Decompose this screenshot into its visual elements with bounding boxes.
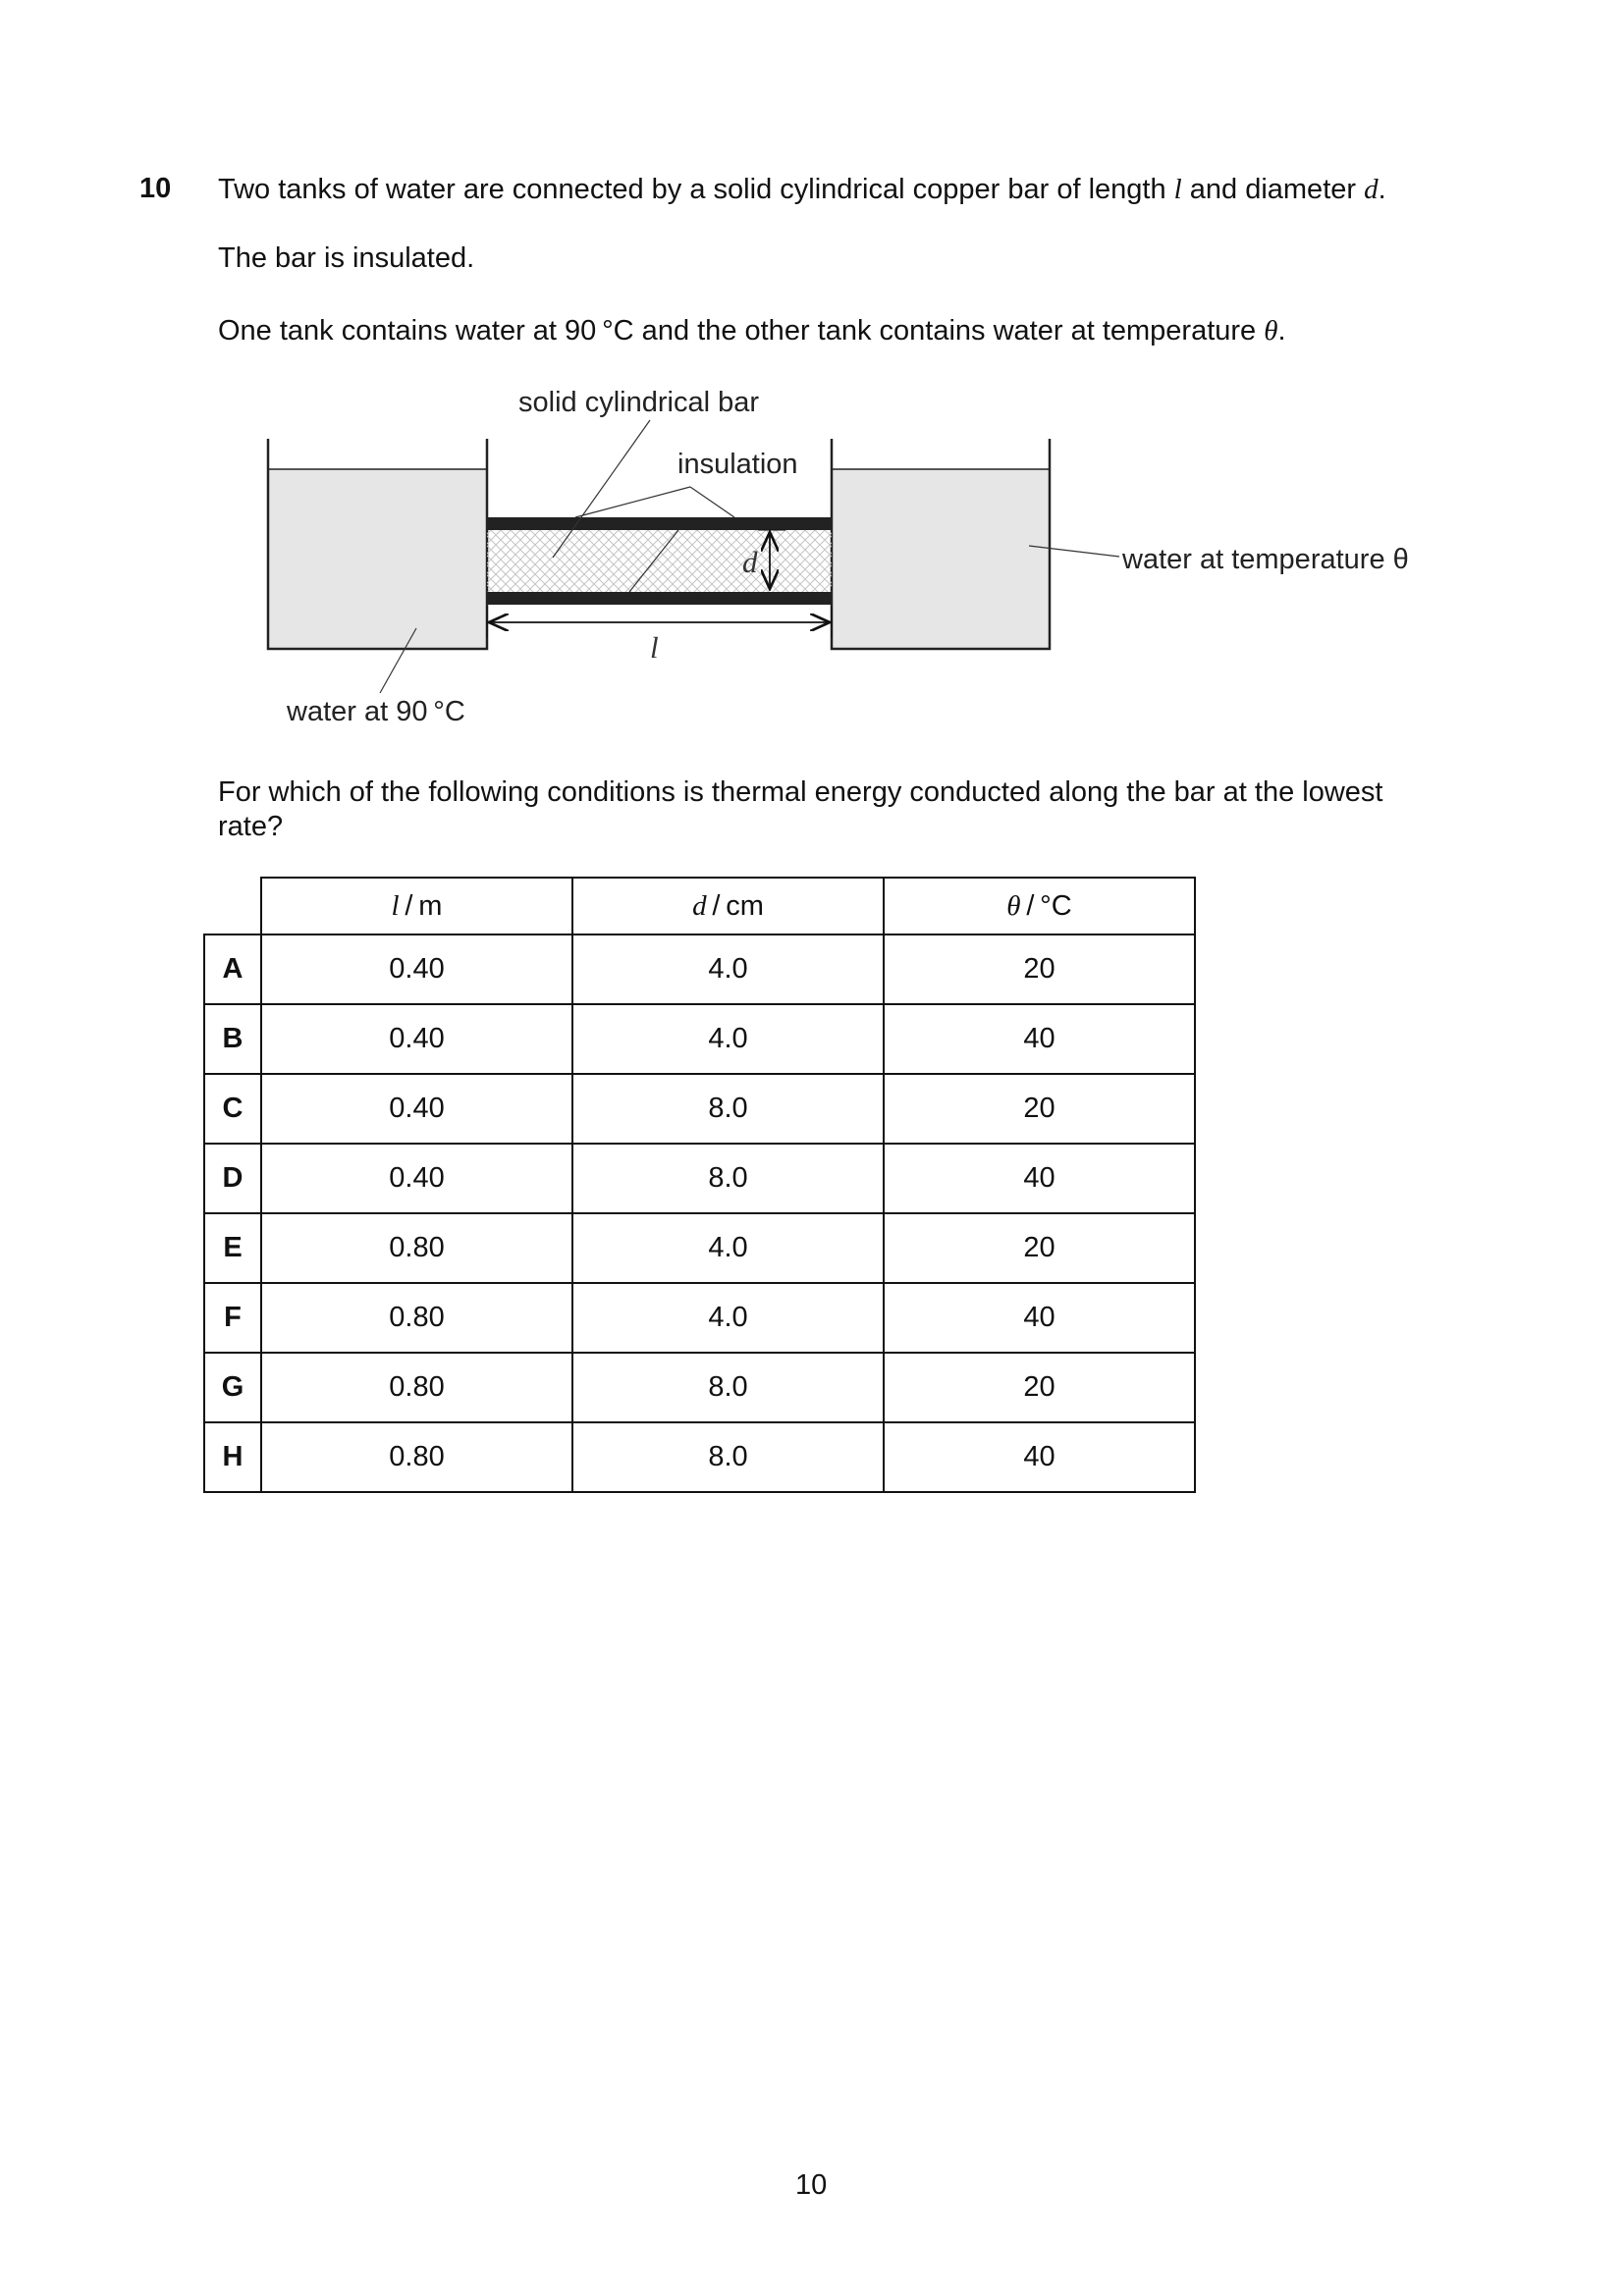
option-key: F	[204, 1283, 261, 1353]
option-key: G	[204, 1353, 261, 1422]
header-blank	[204, 878, 261, 934]
copper-bar	[487, 530, 832, 592]
question-line-2: The bar is insulated.	[218, 242, 475, 274]
cell-d: 8.0	[572, 1422, 884, 1492]
label-left-water: water at 90 °C	[287, 696, 465, 727]
cell-d: 4.0	[572, 934, 884, 1004]
option-key: C	[204, 1074, 261, 1144]
cell-l: 0.80	[261, 1353, 572, 1422]
header-l-unit: / m	[399, 889, 443, 922]
cell-theta: 20	[884, 934, 1195, 1004]
table-row	[204, 934, 1195, 1004]
question-line-3-text: One tank contains water at 90 °C and the other tank contains water at temperature	[218, 315, 1265, 347]
cell-theta: 40	[884, 1004, 1195, 1074]
cell-l: 0.80	[261, 1422, 572, 1492]
label-l: l	[650, 630, 659, 665]
label-right-water: water at temperature θ	[1122, 544, 1409, 575]
question-line-1-text: Two tanks of water are connected by a solid cylindrical copper bar of length	[218, 174, 1174, 205]
cell-l: 0.40	[261, 1074, 572, 1144]
label-d: d	[742, 545, 758, 579]
cell-theta: 40	[884, 1422, 1195, 1492]
option-key: H	[204, 1422, 261, 1492]
table-row	[204, 1213, 1195, 1283]
table-row	[204, 1074, 1195, 1144]
question-line-3-end: .	[1277, 315, 1286, 347]
cell-d: 8.0	[572, 1074, 884, 1144]
cell-l: 0.80	[261, 1213, 572, 1283]
cell-l: 0.40	[261, 1144, 572, 1213]
cell-theta: 40	[884, 1283, 1195, 1353]
symbol-l: l	[1173, 174, 1182, 205]
option-key: E	[204, 1213, 261, 1283]
question-number: 10	[139, 173, 172, 204]
symbol-d: d	[1364, 174, 1379, 205]
question-prompt: For which of the following conditions is thermal energy conducted along the bar at the lowest rate?	[218, 776, 1383, 842]
question-line-1-mid: and diameter	[1181, 174, 1365, 205]
table-row	[204, 1353, 1195, 1422]
header-theta-sym: θ	[1006, 889, 1021, 922]
right-tank-water	[832, 469, 1050, 649]
table-header-row	[204, 878, 1195, 934]
table-row	[204, 1144, 1195, 1213]
header-theta-unit: / °C	[1020, 889, 1072, 922]
cell-theta: 20	[884, 1213, 1195, 1283]
symbol-theta: θ	[1264, 315, 1278, 347]
options-table	[203, 877, 1196, 1493]
header-l	[261, 878, 572, 934]
option-key: A	[204, 934, 261, 1004]
cell-l: 0.40	[261, 1004, 572, 1074]
tanks-diagram	[0, 0, 1623, 746]
table-row	[204, 1283, 1195, 1353]
cell-d: 4.0	[572, 1004, 884, 1074]
page-number: 10	[795, 2169, 828, 2201]
label-insulation: insulation	[677, 449, 798, 480]
insulation-top	[487, 517, 832, 530]
question-line-1-end: .	[1378, 174, 1386, 205]
cell-theta: 20	[884, 1074, 1195, 1144]
cell-l: 0.80	[261, 1283, 572, 1353]
option-key: D	[204, 1144, 261, 1213]
header-d-sym: d	[692, 889, 707, 922]
header-d	[572, 878, 884, 934]
header-d-unit: / cm	[706, 889, 764, 922]
cell-theta: 40	[884, 1144, 1195, 1213]
table-row	[204, 1422, 1195, 1492]
cell-theta: 20	[884, 1353, 1195, 1422]
insulation-bottom	[487, 592, 832, 605]
cell-d: 8.0	[572, 1144, 884, 1213]
table-row	[204, 1004, 1195, 1074]
label-solid-bar: solid cylindrical bar	[518, 387, 759, 418]
header-theta	[884, 878, 1195, 934]
left-tank-water	[268, 469, 487, 649]
cell-d: 4.0	[572, 1213, 884, 1283]
cell-d: 8.0	[572, 1353, 884, 1422]
cell-d: 4.0	[572, 1283, 884, 1353]
cell-l: 0.40	[261, 934, 572, 1004]
header-l-sym: l	[391, 889, 400, 922]
option-key: B	[204, 1004, 261, 1074]
